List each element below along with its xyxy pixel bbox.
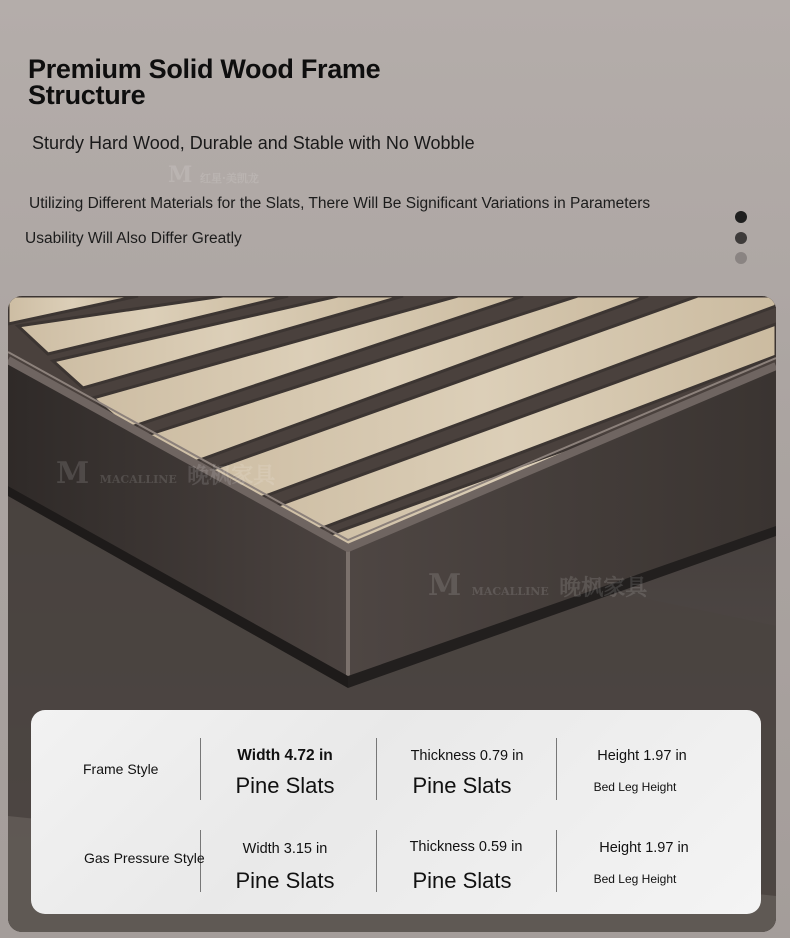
carousel-dots <box>735 211 749 273</box>
watermark-brand: 晚枫家具 <box>187 463 276 489</box>
page-title: Premium Solid Wood Frame Structure <box>28 54 381 110</box>
carousel-dot-3[interactable] <box>735 252 747 264</box>
spec-height: Height 1.97 in <box>599 840 689 856</box>
carousel-dot-1[interactable] <box>735 211 747 223</box>
description-line-1: Utilizing Different Materials for the Slats, There Will Be Significant Variations in Parameters <box>29 195 651 212</box>
spec-width: Width 3.15 in <box>242 841 328 857</box>
subtitle: Sturdy Hard Wood, Durable and Stable with No Wobble <box>32 133 475 153</box>
spec-width-material: Pine Slats <box>235 868 335 893</box>
spec-width: Width 4.72 in <box>237 747 333 764</box>
carousel-dot-2[interactable] <box>735 232 747 244</box>
watermark-center <box>428 568 647 603</box>
watermark-top <box>168 162 259 188</box>
spec-style-label: Frame Style <box>83 761 159 777</box>
watermark-letter: M <box>428 568 462 603</box>
watermark-left <box>56 456 275 491</box>
spec-thickness-material: Pine Slats <box>412 773 512 798</box>
watermark-line: MACALLINE <box>471 585 549 598</box>
spec-style-label: Gas Pressure Style <box>84 850 205 866</box>
spec-thickness-material: Pine Slats <box>412 868 512 893</box>
watermark-brand: 晚枫家具 <box>559 575 648 601</box>
spec-thickness: Thickness 0.59 in <box>409 839 523 855</box>
description-line-2: Usability Will Also Differ Greatly <box>25 230 242 247</box>
watermark-line: 红星·美凯龙 <box>200 172 259 185</box>
watermark-letter: M <box>56 456 90 491</box>
spec-thickness: Thickness 0.79 in <box>410 748 524 764</box>
specification-card <box>31 710 761 914</box>
spec-width-material: Pine Slats <box>235 773 335 798</box>
watermark-letter: M <box>168 162 193 188</box>
spec-height-note: Bed Leg Height <box>593 872 677 886</box>
watermark-line: MACALLINE <box>99 473 177 486</box>
spec-height: Height 1.97 in <box>597 748 687 764</box>
spec-height-note: Bed Leg Height <box>593 780 677 794</box>
